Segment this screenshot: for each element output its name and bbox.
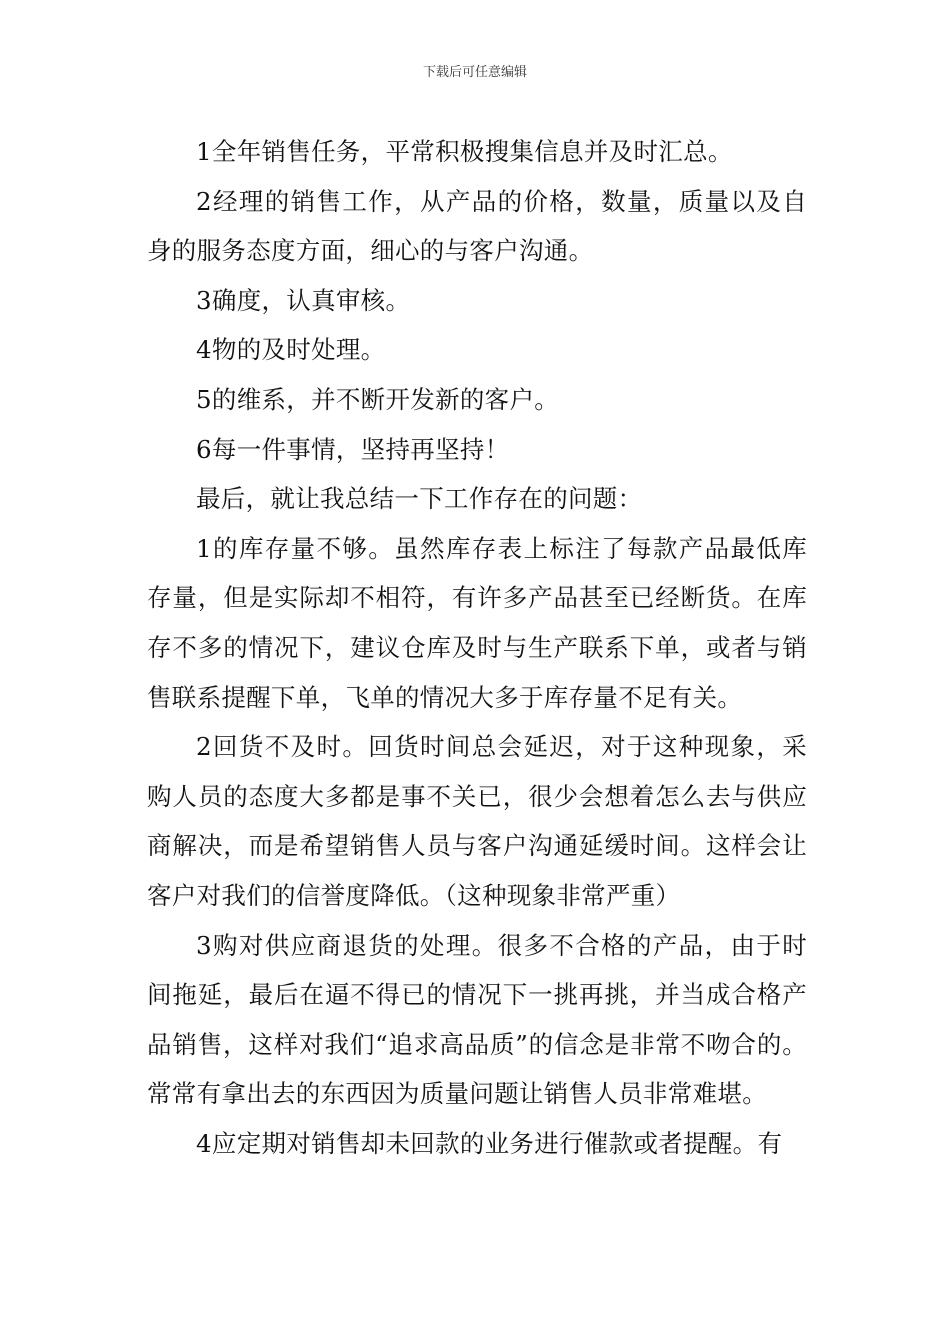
- paragraph-task-4: 4物的及时处理。: [196, 335, 386, 365]
- paragraph-task-1: 1全年销售任务，平常积极搜集信息并及时汇总。: [196, 137, 733, 166]
- document-body: [147, 127, 807, 1168]
- paragraph-task-5: 5的维系，并不断开发新的客户。: [196, 384, 560, 414]
- paragraph-problem-2: 2回货不及时。回货时间总会延迟，对于这种现象，采购人员的态度大多都是事不关已，很少会想着怎么去与供应商解决，而是希望销售人员与客户沟通延缓时间。这样会让客户对我们的信誉度降低。（这种现象非常严重）: [147, 732, 807, 910]
- paragraph-problems-intro: 最后，就让我总结一下工作存在的问题：: [196, 484, 643, 514]
- paragraph-task-3: 3确度，认真审核。: [196, 285, 411, 315]
- paragraph-problem-1: 1的库存量不够。虽然库存表上标注了每款产品最低库存量，但是实际却不相符，有许多产品甚至已经断货。在库存不多的情况下，建议仓库及时与生产联系下单，或者与销售联系提醒下单，飞单的情况大多于库存量不足有关。: [147, 533, 807, 712]
- paragraph-task-6: 6每一件事情，坚持再坚持！: [196, 434, 510, 464]
- paragraph-task-2: 2经理的销售工作，从产品的价格，数量，质量以及自身的服务态度方面，细心的与客户沟通。: [147, 186, 807, 266]
- paragraph-problem-3: 3购对供应商退货的处理。很多不合格的产品，由于时间拖延，最后在逼不得已的情况下一挑再挑，并当成合格产品销售，这样对我们“追求高品质”的信念是非常不吻合的。常常有拿出去的东西因为质量问题让销售人员非常难堪。: [147, 930, 807, 1109]
- page-header: 下载后可任意编辑: [422, 65, 527, 80]
- paragraph-problem-4: 4应定期对销售却未回款的业务进行催款或者提醒。有: [196, 1128, 783, 1158]
